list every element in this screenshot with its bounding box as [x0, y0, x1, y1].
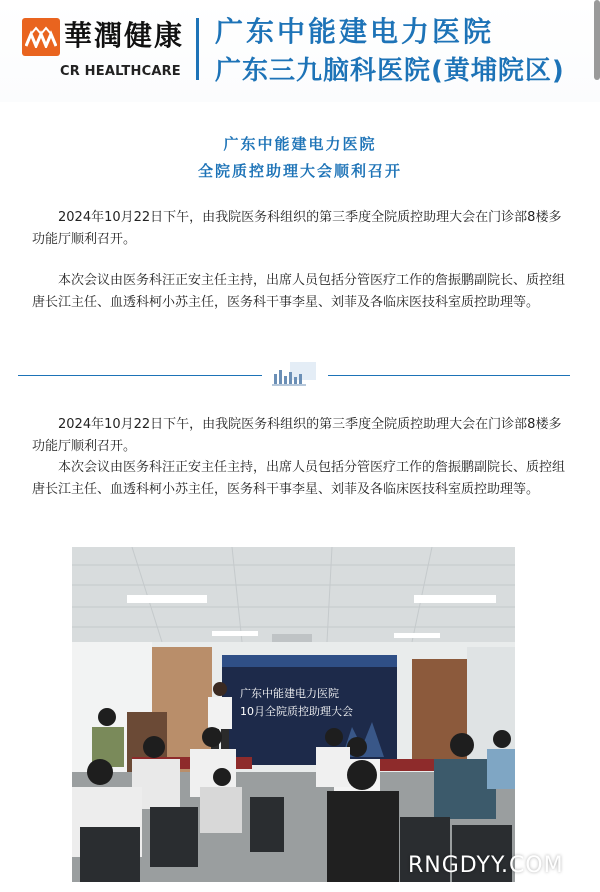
hospital-name-primary: 广东中能建电力医院 — [215, 15, 495, 48]
scrollbar-thumb[interactable] — [594, 0, 600, 80]
article-paragraph: 本次会议由医务科汪正安主任主持，出席人员包括分管医疗工作的詹振鹏副院长、质控组唐长江主任、血透科柯小苏主任，医务科干事李星、刘菲及各临床医技科室质控助理等。 — [32, 460, 566, 497]
article-paragraph: 2024年10月22日下午，由我院医务科组织的第三季度全院质控助理大会在门诊部8楼多功能厅顺利召开。 — [32, 210, 562, 247]
site-watermark: RNGDYY.COM — [408, 853, 564, 878]
hospital-name-secondary: 广东三九脑科医院(黄埔院区) — [215, 56, 565, 86]
header-divider — [196, 18, 199, 80]
bar-chart-icon — [270, 360, 320, 390]
cr-logo-icon[interactable] — [22, 18, 60, 56]
article-title-line2: 全院质控助理大会顺利召开 — [197, 162, 402, 180]
logo-chinese-text: 華潤健康 — [64, 19, 185, 52]
article-title-line1: 广东中能建电力医院 — [223, 135, 377, 153]
article-paragraph: 2024年10月22日下午，由我院医务科组织的第三季度全院质控助理大会在门诊部8楼多功能厅顺利召开。 — [32, 417, 562, 454]
slide-title-line1: 广东中能建电力医院 — [240, 687, 339, 700]
meeting-photo — [72, 547, 515, 882]
slide-title-line2: 10月全院质控助理大会 — [240, 705, 353, 718]
logo-english-text: CR HEALTHCARE — [60, 64, 181, 79]
section-divider-right — [328, 375, 570, 376]
site-header — [0, 0, 600, 102]
section-divider-left — [18, 375, 262, 376]
article-paragraph: 本次会议由医务科汪正安主任主持，出席人员包括分管医疗工作的詹振鹏副院长、质控组唐长江主任、血透科柯小苏主任，医务科干事李星、刘菲及各临床医技科室质控助理等。 — [32, 273, 566, 310]
